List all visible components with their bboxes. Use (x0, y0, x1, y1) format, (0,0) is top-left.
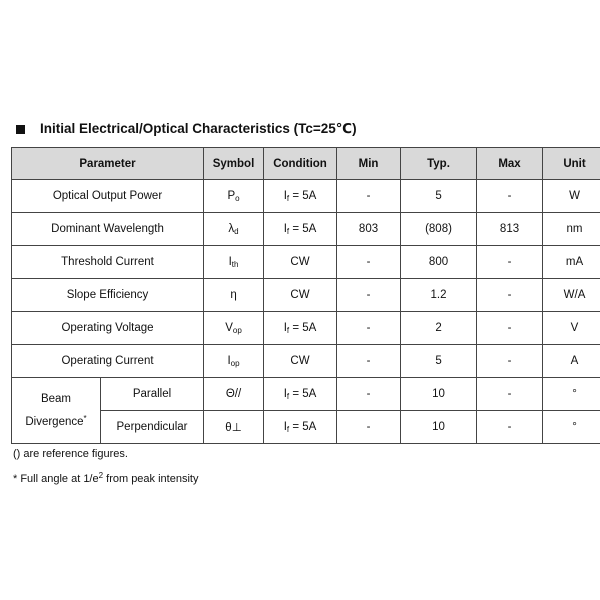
parameter-cell: Threshold Current (12, 246, 204, 279)
symbol-cell: $\lambda_d$ (204, 213, 264, 246)
table-row (12, 213, 600, 246)
symbol-cell: θ⊥ (204, 411, 264, 444)
header-min: Min (337, 148, 401, 180)
table-row (12, 246, 600, 279)
table-row (12, 378, 600, 411)
sub-parameter-cell: Parallel (101, 378, 204, 411)
min-cell: - (337, 378, 401, 411)
angle-note: * Full angle at $1/e^2$ from peak intensity (13, 471, 199, 485)
condition-cell: CW (264, 246, 337, 279)
unit-cell: mA (543, 246, 600, 279)
table-row (12, 180, 600, 213)
beam-divergence-cell: Beam Divergence* (12, 378, 101, 444)
symbol-cell: $V_{op}$ (204, 312, 264, 345)
max-cell: - (477, 180, 543, 213)
table-row (12, 312, 600, 345)
min-cell: - (337, 345, 401, 378)
header-typ: Typ. (401, 148, 477, 180)
typ-cell: 10 (401, 378, 477, 411)
min-cell: 803 (337, 213, 401, 246)
condition-cell: $I_f = 5A$ (264, 213, 337, 246)
reference-note: () are reference figures. (13, 448, 128, 460)
max-cell: - (477, 246, 543, 279)
typ-cell: 2 (401, 312, 477, 345)
condition-cell: $I_f = 5A$ (264, 180, 337, 213)
condition-cell: $I_f = 5A$ (264, 312, 337, 345)
typ-cell: 1.2 (401, 279, 477, 312)
header-max: Max (477, 148, 543, 180)
section-title: Initial Electrical/Optical Characteristics (Tc=25℃) (40, 121, 357, 136)
unit-cell: V (543, 312, 600, 345)
condition-cell: $I_f = 5A$ (264, 411, 337, 444)
typ-cell: 800 (401, 246, 477, 279)
max-cell: - (477, 378, 543, 411)
unit-cell: ° (543, 411, 600, 444)
max-cell: - (477, 312, 543, 345)
max-cell: 813 (477, 213, 543, 246)
symbol-cell: $I_{op}$ (204, 345, 264, 378)
header-condition: Condition (264, 148, 337, 180)
parameter-cell: Dominant Wavelength (12, 213, 204, 246)
table-row (12, 345, 600, 378)
symbol-cell: η (204, 279, 264, 312)
typ-cell: 5 (401, 345, 477, 378)
typ-cell: (808) (401, 213, 477, 246)
typ-cell: 10 (401, 411, 477, 444)
typ-cell: 5 (401, 180, 477, 213)
symbol-cell: $P_o$ (204, 180, 264, 213)
header-symbol: Symbol (204, 148, 264, 180)
condition-cell: CW (264, 345, 337, 378)
unit-cell: W (543, 180, 600, 213)
parameter-cell: Operating Current (12, 345, 204, 378)
characteristics-table (11, 147, 600, 444)
unit-cell: ° (543, 378, 600, 411)
symbol-cell: $I_{th}$ (204, 246, 264, 279)
table-row (12, 411, 600, 444)
min-cell: - (337, 279, 401, 312)
table-header-row (12, 148, 600, 180)
max-cell: - (477, 411, 543, 444)
parameter-cell: Slope Efficiency (12, 279, 204, 312)
min-cell: - (337, 312, 401, 345)
condition-cell: $I_f = 5A$ (264, 378, 337, 411)
min-cell: - (337, 246, 401, 279)
unit-cell: nm (543, 213, 600, 246)
min-cell: - (337, 411, 401, 444)
symbol-cell: Θ// (204, 378, 264, 411)
unit-cell: A (543, 345, 600, 378)
header-parameter: Parameter (12, 148, 204, 180)
min-cell: - (337, 180, 401, 213)
section-heading (13, 119, 357, 139)
max-cell: - (477, 345, 543, 378)
unit-cell: W/A (543, 279, 600, 312)
header-unit: Unit (543, 148, 600, 180)
table-row (12, 279, 600, 312)
sub-parameter-cell: Perpendicular (101, 411, 204, 444)
max-cell: - (477, 279, 543, 312)
parameter-cell: Optical Output Power (12, 180, 204, 213)
parameter-cell: Operating Voltage (12, 312, 204, 345)
square-bullet-icon (16, 125, 25, 134)
condition-cell: CW (264, 279, 337, 312)
